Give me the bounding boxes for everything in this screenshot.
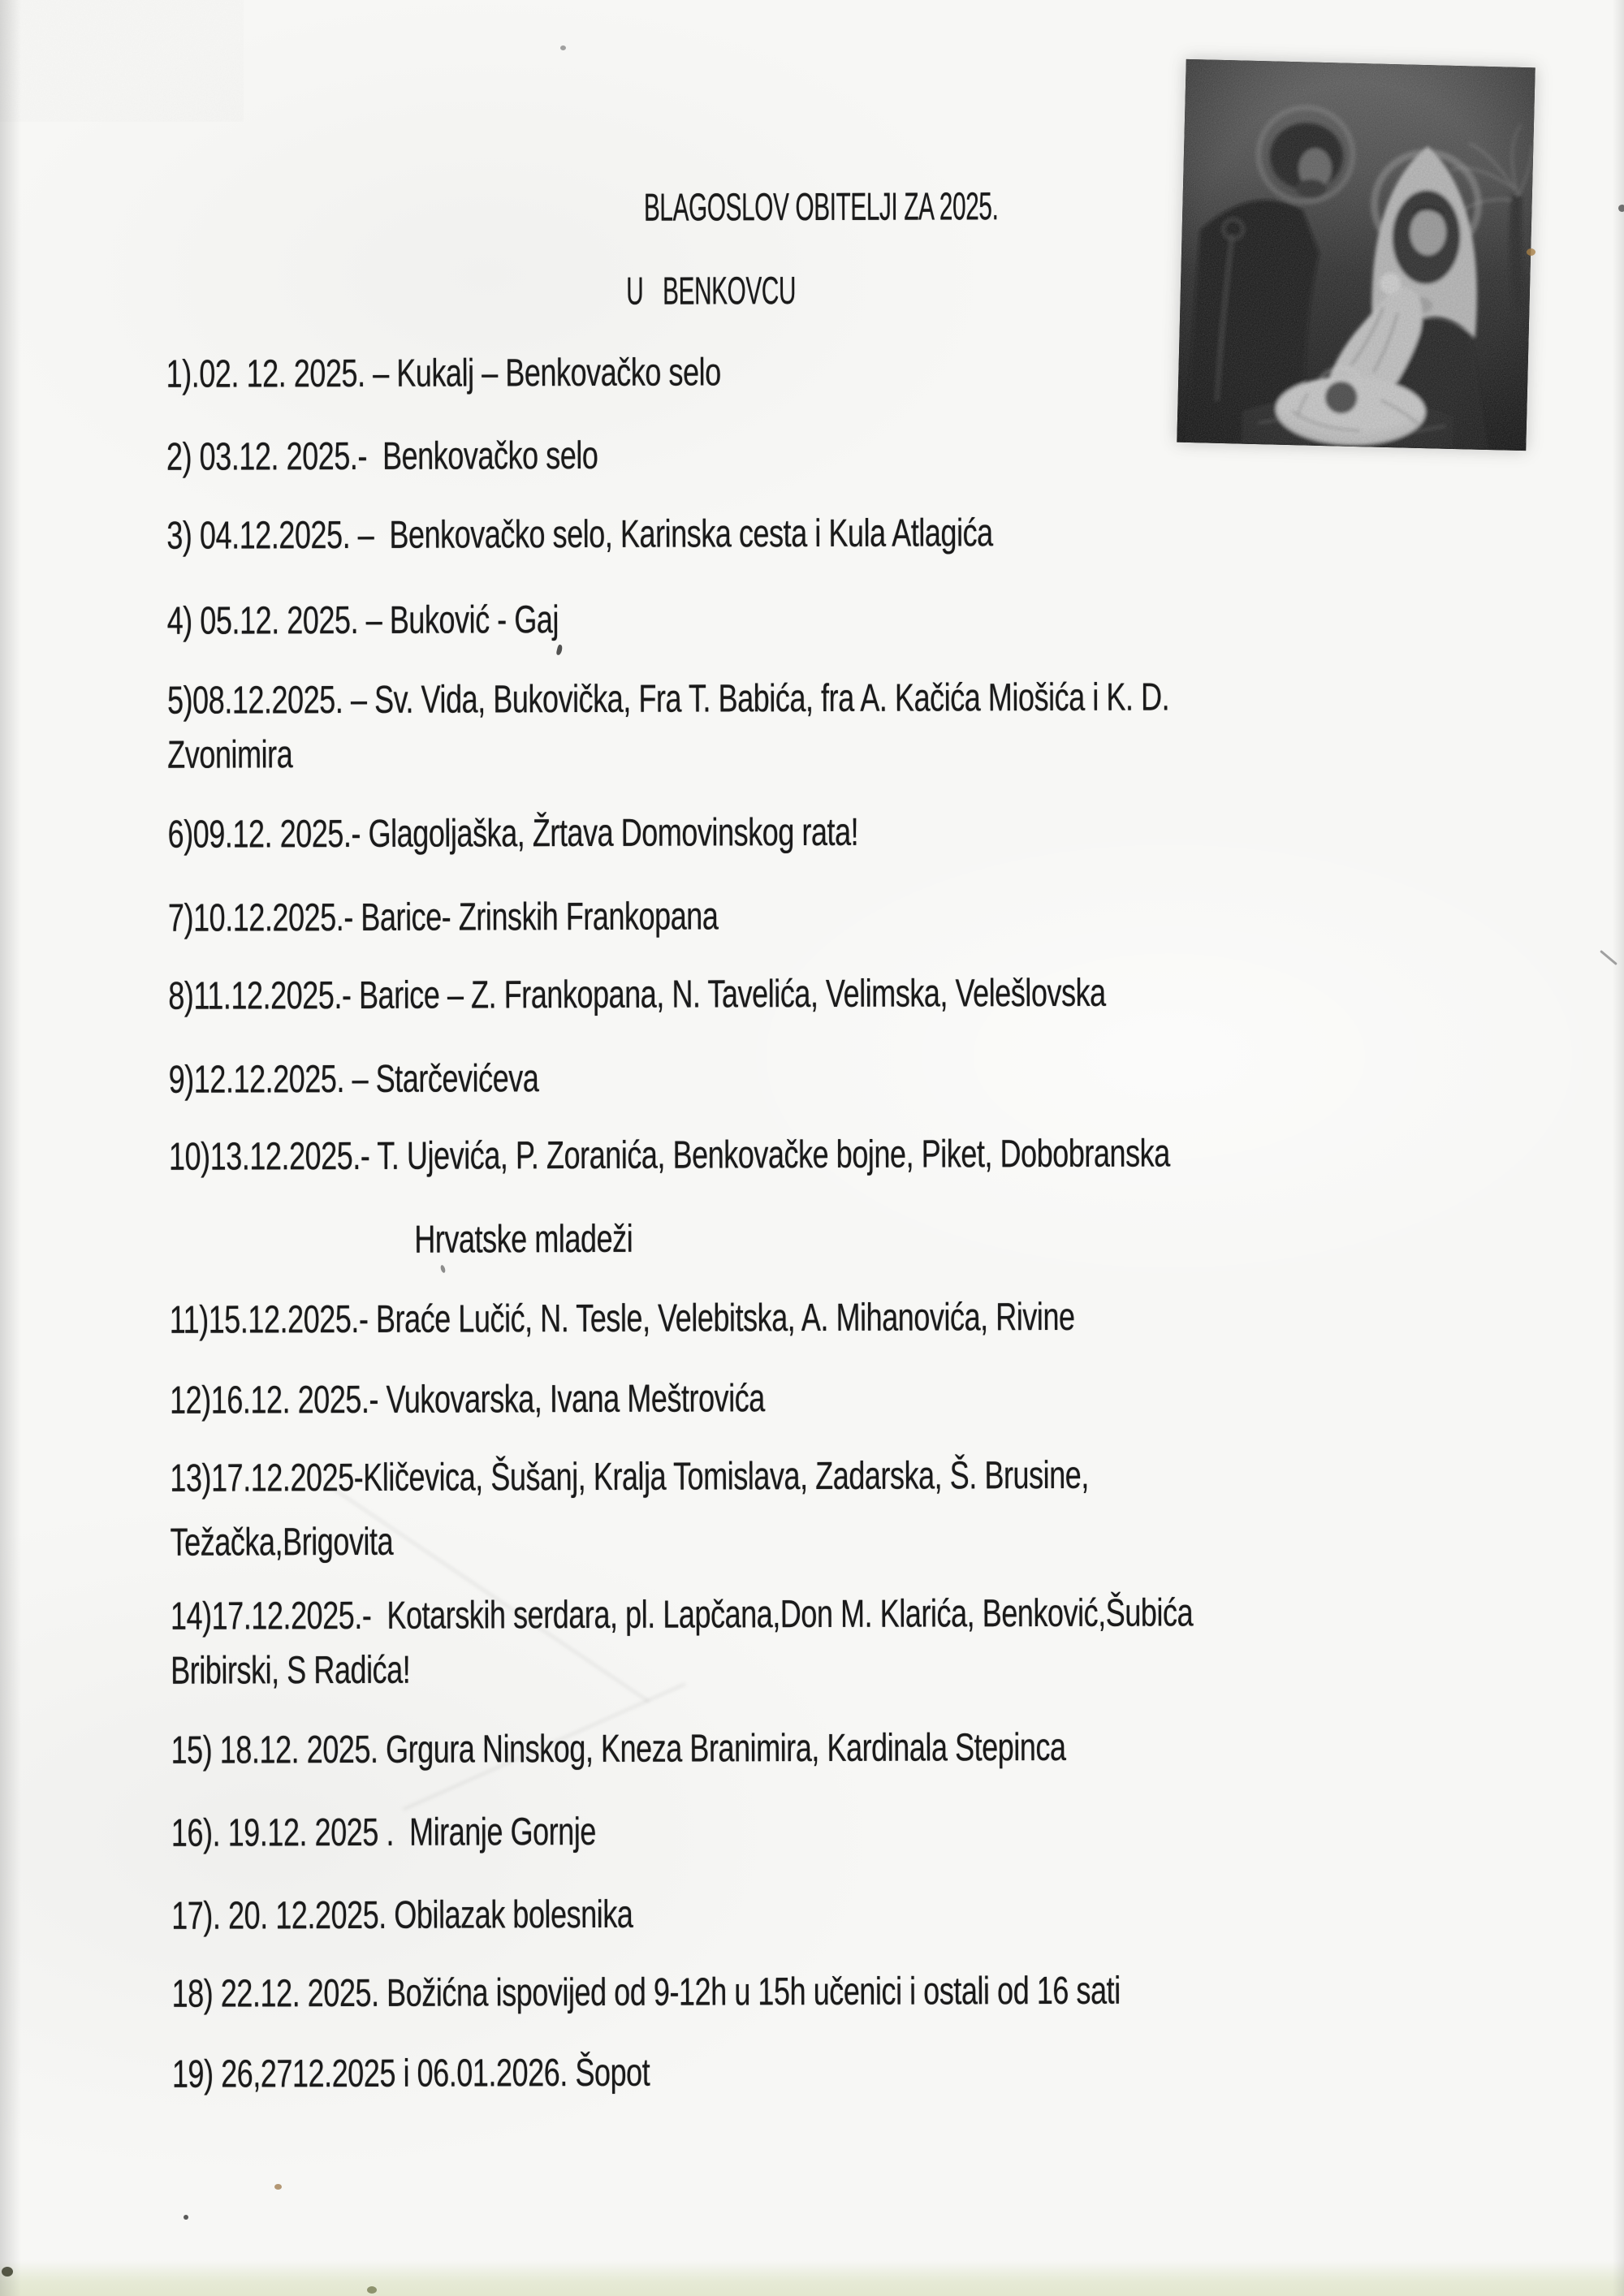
list-item-line: 4) 05.12. 2025. – Buković - Gaj [166,598,559,643]
list-item-line: Bribirski, S Radića! [171,1648,411,1693]
list-item-line: 15) 18.12. 2025. Grgura Ninskog, Kneza Branimira, Kardinala Stepinca [171,1725,1066,1772]
list-item-line: 12)16.12. 2025.- Vukovarska, Ivana Meštrovića [169,1377,765,1422]
title-line-1: BLAGOSLOV OBITELJI ZA 2025. [643,185,999,230]
list-item-line: Težačka,Brigovita [170,1520,394,1564]
scan-speck [184,2215,188,2220]
nativity-scene-graphic [1177,59,1535,451]
list-item-line: Hrvatske mladeži [414,1217,633,1262]
scan-speck [274,2184,282,2190]
scan-speck [2,2267,13,2277]
list-item-line: Zvonimira [167,733,293,777]
nativity-holy-family-image [1177,59,1535,451]
list-item-line: 19) 26,2712.2025 i 06.01.2026. Šopot [171,2051,650,2096]
list-item-line: 13)17.12.2025-Kličevica, Šušanj, Kralja Tomislava, Zadarska, Š. Brusine, [170,1453,1089,1500]
scan-speck [1618,205,1624,212]
scan-speck [367,2286,377,2294]
scan-speck [560,45,566,50]
list-item-line: 1).02. 12. 2025. – Kukalj – Benkovačko selo [166,351,721,396]
list-item-line: 16). 19.12. 2025 . Miranje Gornje [171,1810,596,1855]
list-item-line: 18) 22.12. 2025. Božićna ispovijed od 9-12h u 15h učenici i ostali od 16 sati [171,1969,1121,2016]
title-line-2: U BENKOVCU [626,270,797,313]
list-item-line: 14)17.12.2025.- Kotarskih serdara, pl. Lapčana,Don M. Klarića, Benković,Šubića [170,1591,1194,1638]
list-item-line: 3) 04.12.2025. – Benkovačko selo, Karinska cesta i Kula Atlagića [166,511,993,558]
list-item-line: 7)10.12.2025.- Barice- Zrinskih Frankopana [167,895,719,940]
scan-speck [1527,248,1535,256]
list-item-line: 17). 20. 12.2025. Obilazak bolesnika [171,1892,633,1938]
list-item-line: 11)15.12.2025.- Braće Lučić, N. Tesle, Velebitska, A. Mihanovića, Rivine [169,1295,1075,1342]
list-item-line: 10)13.12.2025.- T. Ujevića, P. Zoranića, Benkovačke bojne, Piket, Dobobranska [168,1132,1170,1179]
list-item-line: 8)11.12.2025.- Barice – Z. Frankopana, N. Tavelića, Velimska, Velešlovska [168,971,1106,1018]
list-item-line: 5)08.12.2025. – Sv. Vida, Bukovička, Fra T. Babića, fra A. Kačića Miošića i K. D. [166,675,1170,723]
list-item-line: 9)12.12.2025. – Starčevićeva [168,1057,539,1102]
list-item-line: 2) 03.12. 2025.- Benkovačko selo [166,434,598,479]
list-item-line: 6)09.12. 2025.- Glagoljaška, Žrtava Domovinskog rata! [167,810,859,857]
